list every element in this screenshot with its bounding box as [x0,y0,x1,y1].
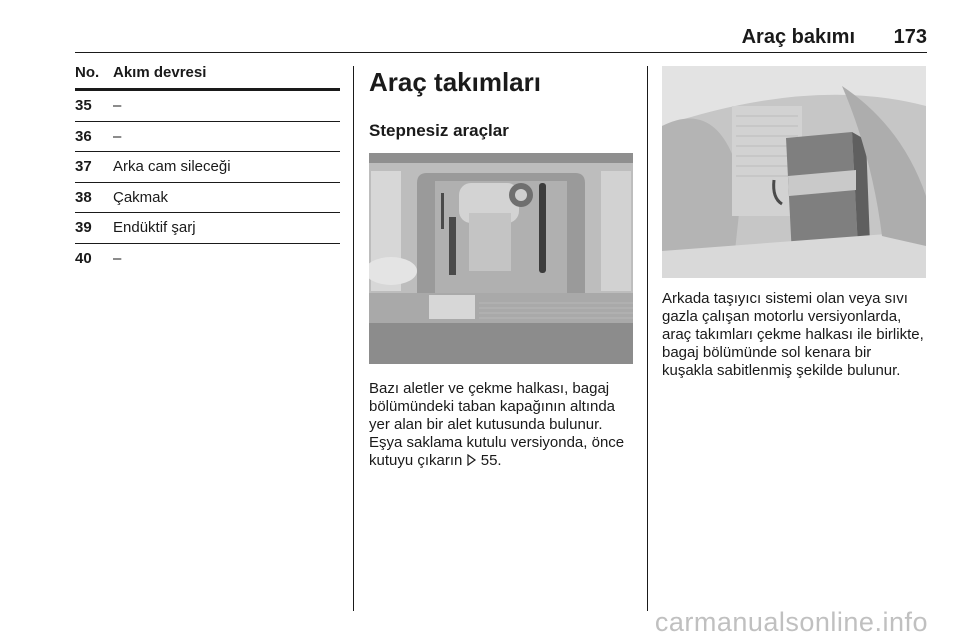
toolbox-photo [369,153,633,364]
tools-side-section [662,66,926,380]
column-divider [647,66,648,611]
watermark: carmanualsonline.info [654,607,928,637]
cell-no: 40 [75,249,92,267]
cell-no: 39 [75,219,92,236]
chapter-title: Araç bakımı [741,26,855,48]
table-header [75,62,340,91]
trunk-toolbag-photo [662,66,926,278]
cell-no: 35 [75,97,92,114]
fuse-table [75,62,340,273]
paragraph-text: Bazı aletler ve çekme halkası, bagaj bölümündeki taban kapağının altında yer alan bir alet kutusunda bulunur. Eşya saklama kutulu versiyonda, önce kutuyu çıkarın [369,380,625,469]
cell-circuit: – [113,97,122,114]
column-header-circuit: Akım devresi [113,64,207,81]
column-header-no: No. [75,64,100,81]
paragraph-trunk-tools: Arkada taşıyıcı sistemi olan veya sıvı gazla çalışan motorlu versiyonlarda, araç takımları çekme halkası ile birlikte, bagaj bölümünde sol kenara bir kuşakla sabitlenmiş şekilde bulunur. [662,290,924,379]
page-number: 173 [893,26,927,48]
cell-no: 37 [75,158,92,175]
cell-no: 38 [75,188,92,206]
cell-circuit: – [113,249,122,267]
table-row [75,183,340,214]
table-row [75,244,340,274]
paragraph-toolbox [369,380,634,470]
cell-circuit: Arka cam sileceği [113,158,231,175]
cell-circuit: – [113,127,122,145]
section-subtitle: Stepnesiz araçlar [369,121,509,140]
cell-no: 36 [75,127,92,145]
table-row [75,152,340,183]
table-row [75,122,340,153]
page-reference-link[interactable]: 55. [480,452,502,469]
tools-section [369,62,634,470]
page-header [75,28,927,53]
arrow-reference-icon [467,454,477,466]
column-divider [353,66,354,611]
cell-circuit: Endüktif şarj [113,219,196,236]
cell-circuit: Çakmak [113,188,169,206]
table-row [75,213,340,244]
table-row [75,91,340,122]
section-title: Araç takımları [369,67,541,97]
